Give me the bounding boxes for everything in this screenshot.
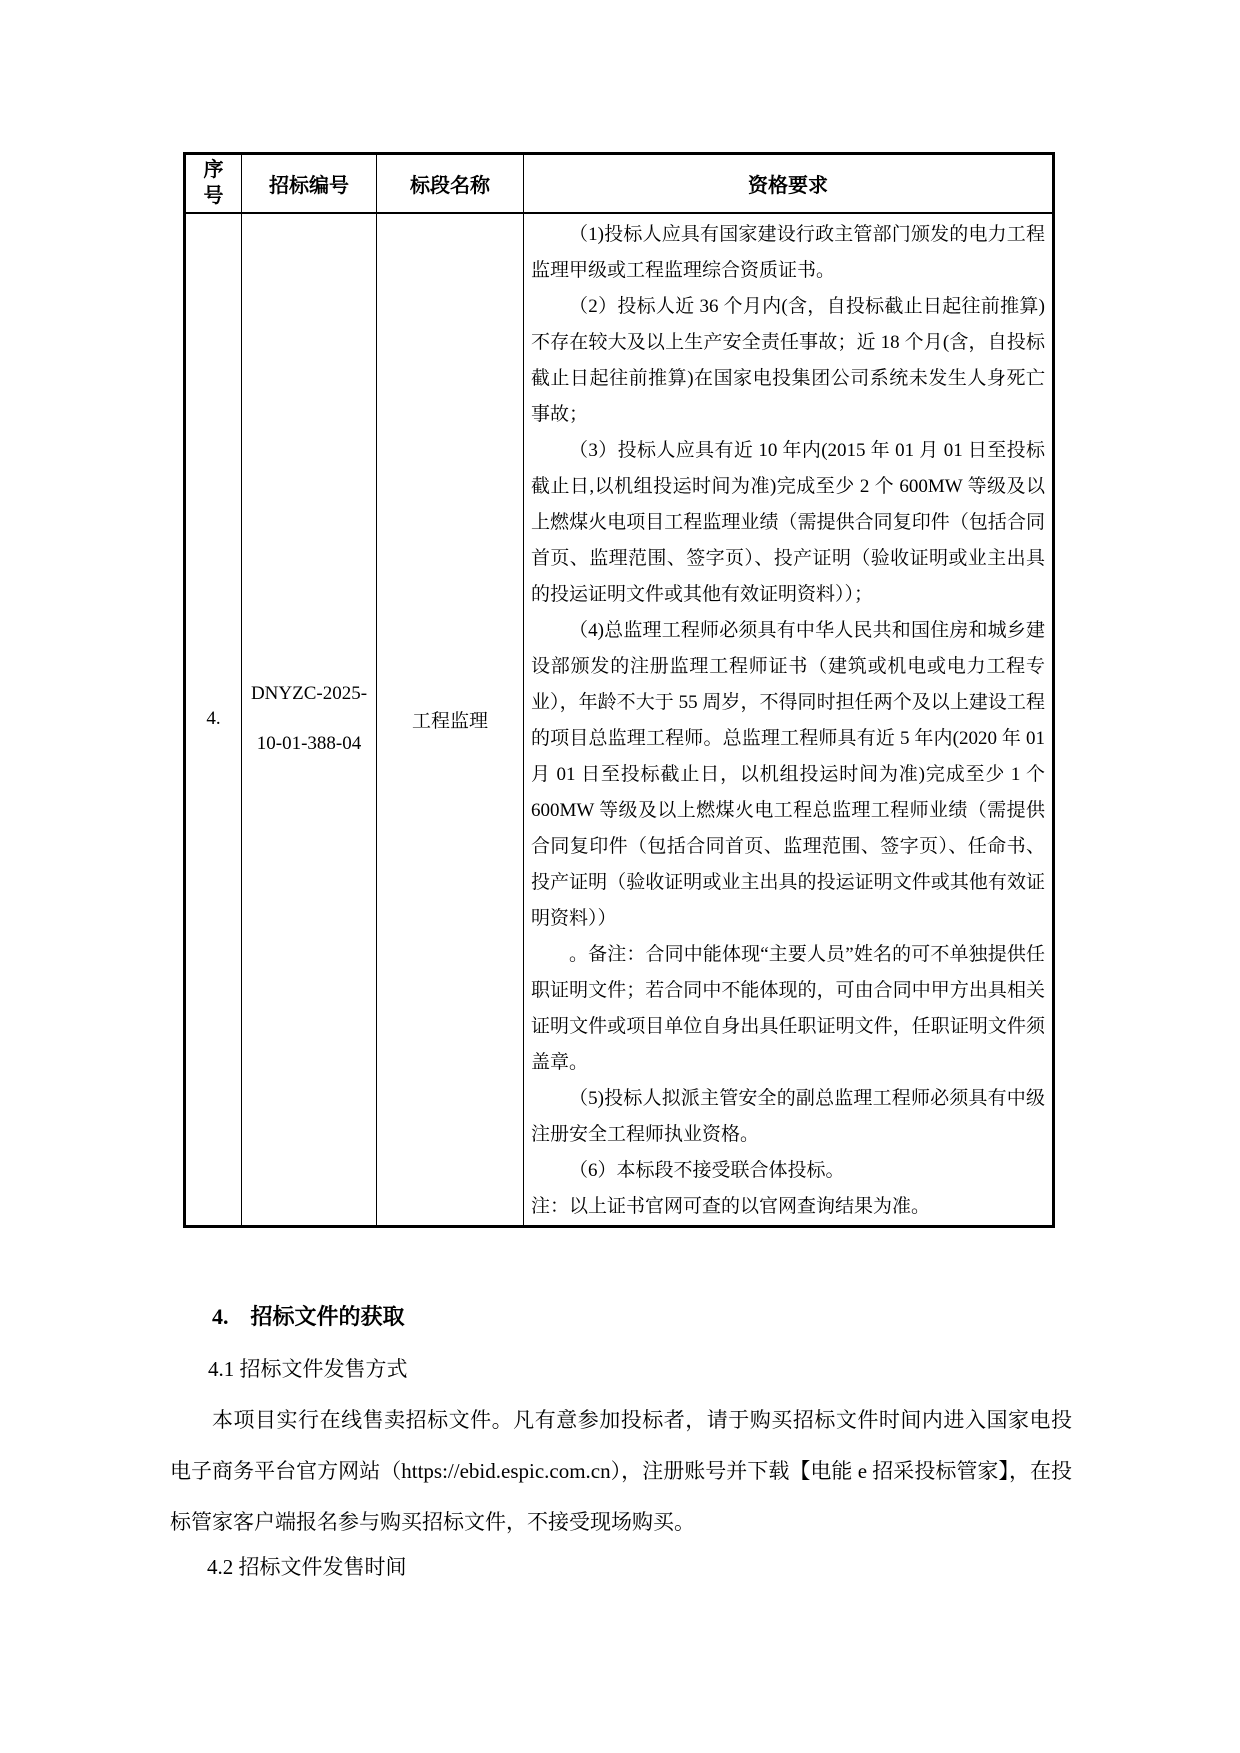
requirement-paragraph: （6）本标段不接受联合体投标。 [569,1159,845,1181]
tender-number-line1: DNYZC-2025- [250,683,368,704]
cell-serial: 4. [185,213,242,1227]
qualification-table [183,152,1055,1228]
section-4-2-heading: 4.2 招标文件发售时间 [207,1555,407,1579]
requirements-list [531,217,1045,1189]
requirement-paragraph: （2）投标人近 36 个月内(含，自投标截止日起往前推算)不存在较大及以上生产安全责任事故；近 18 个月(含，自投标截止日起往前推算)在国家电投集团公司系统未发生人身死亡事故； [531,295,1045,425]
col-header-section-name: 标段名称 [377,154,524,213]
requirement-paragraph: （4)总监理工程师必须具有中华人民共和国住房和城乡建设部颁发的注册监理工程师证书（建筑或机电或电力工程专业），年龄不大于 55 周岁，不得同时担任两个及以上建设工程的项目总监理工程师。总监理工程师具有近 5 年内(2020 年 01 月 01 日至投标截止日，以机组投运时间为准)完成至少 1 个 600MW 等级及以上燃煤火电工程总监理工程师业绩（需提供合同复印件（包括合同首页、监理范围、签字页）、任命书、投产证明（验收证明或业主出具的投运证明文件或其他有效证明资料）） [531,619,1045,929]
table-header-row [185,154,1054,213]
section-4-1-paragraph: 本项目实行在线售卖招标文件。凡有意参加投标者，请于购买招标文件时间内进入国家电投电子商务平台官方网站（https://ebid.espic.com.cn），注册账号并下载【电能 e 招采投标管家】，在投标管家客户端报名参与购买招标文件，不接受现场购买。 [170,1408,1072,1534]
requirement-paragraph: 。备注：合同中能体现“主要人员”姓名的可不单独提供任职证明文件；若合同中不能体现的，可由合同中甲方出具相关证明文件或项目单位自身出具任职证明文件，任职证明文件须盖章。 [531,943,1045,1073]
cell-section-name: 工程监理 [377,213,524,1227]
col-header-requirements: 资格要求 [524,154,1054,213]
table-note: 注：以上证书官网可查的以官网查询结果为准。 [531,1195,931,1217]
section-4-heading-number: 4. [212,1304,229,1329]
section-4-heading-title: 招标文件的获取 [250,1304,405,1329]
cell-tender-number [242,213,377,1227]
cell-requirements [524,213,1054,1227]
requirement-paragraph: （3）投标人应具有近 10 年内(2015 年 01 月 01 日至投标截止日,以机组投运时间为准)完成至少 2 个 600MW 等级及以上燃煤火电项目工程监理业绩（需提供合同复印件（包括合同首页、监理范围、签字页）、投产证明（验收证明或业主出具的投运证明文件或其他有效证明资料））； [531,439,1045,605]
col-header-tender-number: 招标编号 [242,154,377,213]
col-header-serial [185,154,242,213]
requirement-paragraph: （1)投标人应具有国家建设行政主管部门颁发的电力工程监理甲级或工程监理综合资质证书。 [531,223,1045,281]
table-row [185,213,1054,1227]
section-4-heading [212,1300,405,1331]
tender-number-line2: 10-01-388-04 [256,733,362,754]
col-header-serial-label: 序号 [203,159,224,208]
requirement-paragraph: （5)投标人拟派主管安全的副总监理工程师必须具有中级注册安全工程师执业资格。 [531,1087,1045,1145]
section-4-1-heading: 4.1 招标文件发售方式 [208,1357,408,1381]
